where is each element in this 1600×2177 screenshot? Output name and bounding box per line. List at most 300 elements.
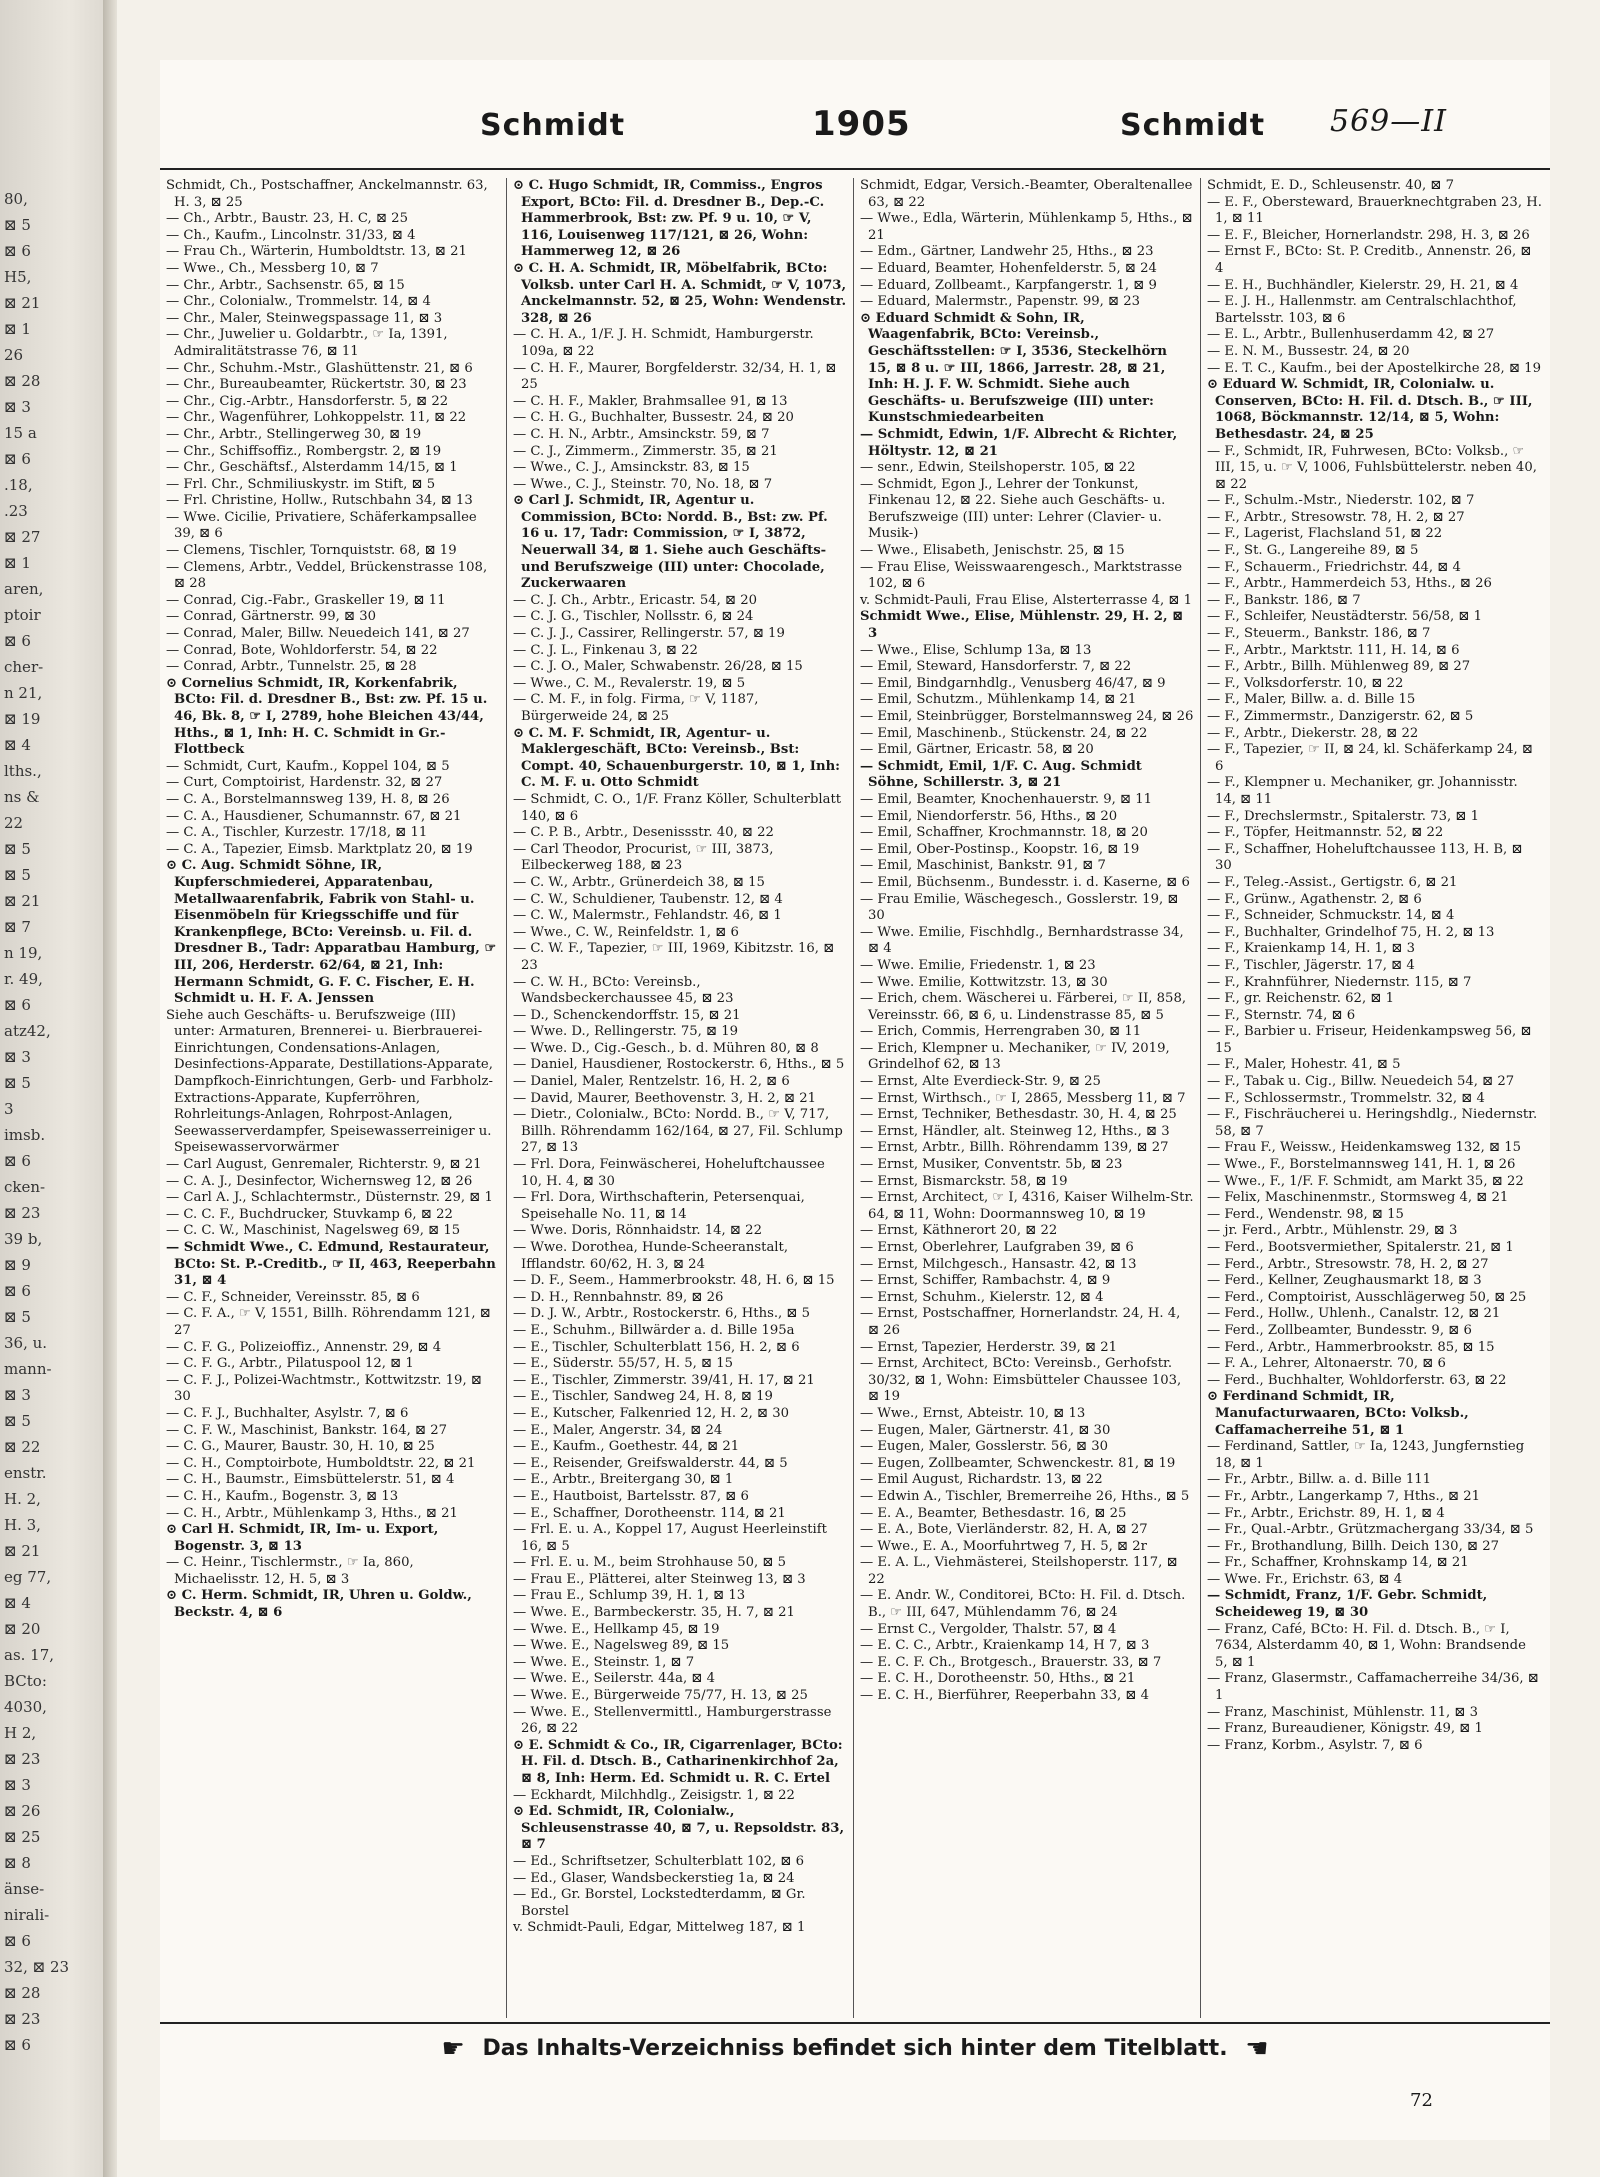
directory-entry: — Ernst, Bismarckstr. 58, ⊠ 19 [860, 1173, 1068, 1189]
directory-entry: — Eckhardt, Milchhdlg., Zeisigstr. 1, ⊠ 22 [513, 1787, 795, 1803]
directory-entry: — Schmidt, Franz, 1/F. Gebr. Schmidt, Scheideweg 19, ⊠ 30 [1207, 1588, 1488, 1621]
directory-entry: — C. F., Schneider, Vereinsstr. 85, ⊠ 6 [166, 1289, 420, 1305]
directory-entry: Schmidt, E. D., Schleusenstr. 40, ⊠ 7 [1207, 178, 1455, 193]
directory-column-1 [160, 178, 507, 2018]
directory-entry: — Ferd., Zollbeamter, Bundesstr. 9, ⊠ 6 [1207, 1322, 1472, 1338]
facing-page-margin [0, 0, 115, 2177]
margin-fragment: ⊠ 26 [4, 1802, 41, 1820]
header-rule [160, 168, 1550, 170]
directory-entry: — Fr., Arbtr., Langerkamp 7, Hths., ⊠ 21 [1207, 1488, 1481, 1504]
directory-entry: — F., Kraienkamp 14, H. 1, ⊠ 3 [1207, 941, 1416, 957]
directory-entry: — Conrad, Arbtr., Tunnelstr. 25, ⊠ 28 [166, 659, 417, 675]
directory-entry: — F., Sternstr. 74, ⊠ 6 [1207, 1007, 1356, 1023]
directory-entry: — Ernst C., Vergolder, Thalstr. 57, ⊠ 4 [860, 1621, 1117, 1637]
directory-entry: — Eugen, Maler, Gosslerstr. 56, ⊠ 30 [860, 1439, 1109, 1455]
directory-entry: — C. W. H., BCto: Vereinsb., Wandsbeckerchaussee 45, ⊠ 23 [513, 974, 734, 1007]
directory-entry: — Emil, Steinbrügger, Borstelmannsweg 24, ⊠ 26 [860, 709, 1194, 724]
directory-entry: — Conrad, Cig.-Fabr., Graskeller 19, ⊠ 11 [166, 592, 446, 608]
directory-entry: — F., Schulm.-Mstr., Niederstr. 102, ⊠ 7 [1207, 493, 1475, 509]
directory-entry: — Franz, Bureaudiener, Königstr. 49, ⊠ 1 [1207, 1721, 1483, 1737]
directory-entry: — F., Maler, Billw. a. d. Bille 15 [1207, 692, 1416, 708]
directory-entry: — Wwe. E., Hellkamp 45, ⊠ 19 [513, 1621, 720, 1637]
directory-entry: — E. L., Arbtr., Bullenhuserdamm 42, ⊠ 27 [1207, 327, 1495, 343]
directory-entry: Siehe auch Geschäfts- u. Berufszweige (III) unter: Armaturen, Brennerei- u. Bierbrauerei-Einrichtungen, Condensations-Anlagen, Desinfections-Apparate, Destillations-Apparate, Dampfkoch-Einrichtungen, Gerb- und Farbholz-Extractions-Apparate, Kupferröhren, Rohrleitungs-Anlagen, Rohrpost-Anlagen, Seewasserverdampfer, Speisewasserreiniger u. Speisewasservorwärmer [166, 1007, 493, 1156]
margin-fragment: ⊠ 3 [4, 398, 31, 416]
directory-entry: v. Schmidt-Pauli, Frau Elise, Alsterterrasse 4, ⊠ 1 [860, 592, 1193, 608]
directory-entry: — Ch., Arbtr., Baustr. 23, H. C, ⊠ 25 [166, 211, 408, 227]
margin-fragment: ⊠ 21 [4, 294, 41, 312]
directory-entry: ⊙ Eduard W. Schmidt, IR, Colonialw. u. Conserven, BCto: H. Fil. d. Dtsch. B., ☞ III, 1068, Böckmannstr. 12/14, ⊠ 5, Wohn: Bethesdastr. 24, ⊠ 25 [1207, 377, 1533, 442]
directory-entry: — D. H., Rennbahnstr. 89, ⊠ 26 [513, 1289, 724, 1305]
margin-fragment: ⊠ 27 [4, 528, 41, 546]
margin-fragment: 22 [4, 814, 24, 832]
directory-entry: — Erich, Klempner u. Mechaniker, ☞ IV, 2019, Grindelhof 62, ⊠ 13 [860, 1040, 1170, 1073]
directory-entry: — Chr., Wagenführer, Lohkoppelstr. 11, ⊠ 22 [166, 410, 467, 426]
directory-entry: — Ernst, Architect, ☞ I, 4316, Kaiser Wilhelm-Str. 64, ⊠ 11, Wohn: Doormannsweg 10, ⊠ 19 [860, 1190, 1194, 1222]
directory-entry: — Wwe. Emilie, Kottwitzstr. 13, ⊠ 30 [860, 974, 1108, 990]
directory-entry: — Conrad, Bote, Wohldorferstr. 54, ⊠ 22 [166, 642, 438, 658]
directory-entry: — Wwe., F., 1/F. F. Schmidt, am Markt 35, ⊠ 22 [1207, 1173, 1524, 1189]
margin-fragment: r. 49, [4, 970, 43, 988]
directory-entry: — Ernst, Arbtr., Billh. Röhrendamm 139, ⊠ 27 [860, 1140, 1169, 1156]
directory-entry: — F., Schneider, Schmuckstr. 14, ⊠ 4 [1207, 908, 1455, 924]
margin-fragment: H. 3, [4, 1516, 41, 1534]
directory-entry: — C. F. W., Maschinist, Bankstr. 164, ⊠ 27 [166, 1422, 447, 1438]
margin-fragment: ⊠ 19 [4, 710, 41, 728]
directory-entry: — Wwe. E., Nagelsweg 89, ⊠ 15 [513, 1638, 730, 1654]
directory-entry: — Wwe., Elise, Schlump 13a, ⊠ 13 [860, 642, 1092, 658]
directory-entry: — Emil, Büchsenm., Bundesstr. i. d. Kaserne, ⊠ 6 [860, 874, 1190, 890]
directory-entry: — Wwe. D., Rellingerstr. 75, ⊠ 19 [513, 1024, 739, 1040]
directory-entry: — F., Schlossermstr., Trommelstr. 32, ⊠ 4 [1207, 1090, 1485, 1106]
directory-entry: — Ernst, Schiffer, Rambachstr. 4, ⊠ 9 [860, 1273, 1111, 1289]
directory-entry: — F., Schaffner, Hoheluftchaussee 113, H. B, ⊠ 30 [1207, 841, 1523, 874]
directory-entry: — Frau E., Schlump 39, H. 1, ⊠ 13 [513, 1588, 746, 1604]
directory-entry: Schmidt, Edgar, Versich.-Beamter, Oberaltenallee 63, ⊠ 22 [860, 178, 1193, 210]
directory-entry: — F., Fischräucherei u. Heringshdlg., Niedernstr. 58, ⊠ 7 [1207, 1107, 1538, 1139]
directory-entry: — Ernst, Wirthsch., ☞ I, 2865, Messberg 11, ⊠ 7 [860, 1090, 1186, 1106]
directory-entry: — E., Hautboist, Bartelsstr. 87, ⊠ 6 [513, 1488, 749, 1504]
directory-entry: — Carl A. J., Schlachtermstr., Düsternstr. 29, ⊠ 1 [166, 1190, 493, 1206]
directory-entry: — F., Arbtr., Diekerstr. 28, ⊠ 22 [1207, 725, 1419, 741]
directory-entry: ⊙ E. Schmidt & Co., IR, Cigarrenlager, BCto: H. Fil. d. Dtsch. B., Catharinenkirchhof 2a, ⊠ 8, Inh: Herm. Ed. Schmidt u. R. C. Ertel [513, 1737, 843, 1786]
directory-entry: — Eduard, Malermstr., Papenstr. 99, ⊠ 23 [860, 294, 1140, 310]
directory-entry: — Frau F., Weissw., Heidenkamsweg 132, ⊠ 15 [1207, 1140, 1522, 1156]
directory-entry: — Schmidt, Emil, 1/F. C. Aug. Schmidt Söhne, Schillerstr. 3, ⊠ 21 [860, 758, 1142, 791]
directory-entry: — Chr., Juwelier u. Goldarbtr., ☞ Ia, 1391, Admiralitätstrasse 76, ⊠ 11 [166, 327, 448, 359]
margin-fragment: ⊠ 5 [4, 840, 31, 858]
directory-entry: — F. A., Lehrer, Altonaerstr. 70, ⊠ 6 [1207, 1356, 1446, 1372]
directory-entry: — Emil, Maschinist, Bankstr. 91, ⊠ 7 [860, 858, 1106, 874]
directory-entry: — E. J. H., Hallenmstr. am Centralschlachthof, Bartelsstr. 103, ⊠ 6 [1207, 294, 1517, 326]
book-gutter [103, 0, 117, 2177]
directory-entry: — C. G., Maurer, Baustr. 30, H. 10, ⊠ 25 [166, 1439, 435, 1455]
directory-entry: — E. N. M., Bussestr. 24, ⊠ 20 [1207, 343, 1410, 359]
directory-entry: — Emil, Maschinenb., Stückenstr. 24, ⊠ 22 [860, 725, 1148, 741]
directory-entry: — C. H., Arbtr., Mühlenkamp 3, Hths., ⊠ 21 [166, 1505, 458, 1521]
directory-entry: ⊙ Carl J. Schmidt, IR, Agentur u. Commission, BCto: Nordd. B., Bst: zw. Pf. 16 u. 17, Tadr: Commission, ☞ I, 3872, Neuerwall 34, ⊠ 1. Siehe auch Geschäfts- und Berufszweige (III) unter: Chocolade, Zuckerwaaren [513, 493, 828, 592]
directory-entry: — Chr., Schuhm.-Mstr., Glashüttenstr. 21, ⊠ 6 [166, 360, 473, 376]
margin-fragment: ⊠ 23 [4, 2010, 41, 2028]
directory-entry: — Wwe. E., Bürgerweide 75/77, H. 13, ⊠ 25 [513, 1688, 808, 1704]
directory-entry: — Felix, Maschinenmstr., Stormsweg 4, ⊠ 21 [1207, 1190, 1509, 1206]
directory-entry: — E., Tischler, Zimmerstr. 39/41, H. 17, ⊠ 21 [513, 1372, 815, 1388]
margin-fragment: ⊠ 6 [4, 996, 31, 1014]
directory-entry: — Wwe. Doris, Rönnhaidstr. 14, ⊠ 22 [513, 1223, 762, 1239]
margin-fragment: ⊠ 6 [4, 1152, 31, 1170]
directory-entry: — C. H. G., Buchhalter, Bussestr. 24, ⊠ 20 [513, 410, 794, 426]
directory-entry: — Wwe., Edla, Wärterin, Mühlenkamp 5, Hths., ⊠ 21 [860, 211, 1193, 243]
directory-entry: — Frl. Dora, Feinwäscherei, Hoheluftchaussee 10, H. 4, ⊠ 30 [513, 1157, 825, 1189]
directory-entry: — Franz, Glasermstr., Caffamacherreihe 34/36, ⊠ 1 [1207, 1671, 1539, 1704]
directory-entry: — C. F. G., Polizeioffiz., Annenstr. 29, ⊠ 4 [166, 1339, 442, 1355]
directory-entry: — C. A., Tischler, Kurzestr. 17/18, ⊠ 11 [166, 825, 428, 841]
margin-fragment: H5, [4, 268, 32, 286]
directory-entry: — Fr., Arbtr., Erichstr. 89, H. 1, ⊠ 4 [1207, 1505, 1445, 1521]
directory-entry: — Conrad, Maler, Billw. Neuedeich 141, ⊠ 27 [166, 626, 470, 642]
directory-entry: — Ernst, Architect, BCto: Vereinsb., Gerhofstr. 30/32, ⊠ 1, Wohn: Eimsbütteler Chaussee 103, ⊠ 19 [860, 1356, 1182, 1405]
pointing-hand-left-icon: ☚ [1245, 2034, 1269, 2064]
margin-fragment: ⊠ 3 [4, 1048, 31, 1066]
margin-fragment: H 2, [4, 1724, 37, 1742]
directory-entry: — David, Maurer, Beethovenstr. 3, H. 2, ⊠ 21 [513, 1090, 817, 1106]
directory-entry: — C. H. F., Makler, Brahmsallee 91, ⊠ 13 [513, 393, 788, 409]
directory-entry: — Emil, Gärtner, Ericastr. 58, ⊠ 20 [860, 742, 1094, 758]
directory-entry: — C. M. F., in folg. Firma, ☞ V, 1187, Bürgerweide 24, ⊠ 25 [513, 692, 759, 724]
directory-entry: — Chr., Geschäftsf., Alsterdamm 14/15, ⊠ 1 [166, 460, 458, 476]
directory-entry: — Ferd., Wendenstr. 98, ⊠ 15 [1207, 1206, 1404, 1222]
directory-entry: — Ed., Schriftsetzer, Schulterblatt 102, ⊠ 6 [513, 1853, 805, 1869]
directory-entry: — C. H., Baumstr., Eimsbüttelerstr. 51, ⊠ 4 [166, 1472, 455, 1488]
margin-fragment: cken- [4, 1178, 46, 1196]
margin-fragment: ⊠ 9 [4, 1256, 31, 1274]
margin-fragment: 3 [4, 1100, 14, 1118]
directory-entry: — Wwe. Emilie, Friedenstr. 1, ⊠ 23 [860, 957, 1096, 973]
directory-entry: — Daniel, Hausdiener, Rostockerstr. 6, Hths., ⊠ 5 [513, 1057, 845, 1073]
margin-fragment: ns & [4, 788, 40, 806]
directory-entry: — Daniel, Maler, Rentzelstr. 16, H. 2, ⊠ 6 [513, 1074, 790, 1090]
directory-entry: — Fr., Schaffner, Krohnskamp 14, ⊠ 21 [1207, 1555, 1469, 1571]
directory-entry: — C. J. J., Cassirer, Rellingerstr. 57, ⊠ 19 [513, 626, 785, 642]
directory-entry: — Wwe., C. M., Revalerstr. 19, ⊠ 5 [513, 675, 746, 691]
directory-entry: — Chr., Arbtr., Sachsenstr. 65, ⊠ 15 [166, 277, 405, 293]
directory-entry: — E. C. C., Arbtr., Kraienkamp 14, H 7, ⊠ 3 [860, 1638, 1150, 1654]
margin-fragment: ⊠ 23 [4, 1750, 41, 1768]
directory-page [160, 60, 1550, 2140]
directory-entry: — E. Andr. W., Conditorei, BCto: H. Fil. d. Dtsch. B., ☞ III, 647, Mühlendamm 76, ⊠ 24 [860, 1588, 1186, 1621]
margin-fragment: ⊠ 1 [4, 554, 31, 572]
directory-entry: — Ernst, Milchgesch., Hansastr. 42, ⊠ 13 [860, 1256, 1137, 1272]
directory-entry: — F., Zimmermstr., Danzigerstr. 62, ⊠ 5 [1207, 709, 1474, 724]
directory-entry: — Curt, Comptoirist, Hardenstr. 32, ⊠ 27 [166, 775, 443, 791]
margin-fragment: ⊠ 1 [4, 320, 31, 338]
directory-entry: ⊙ Ed. Schmidt, IR, Colonialw., Schleusenstrasse 40, ⊠ 7, u. Repsoldstr. 83, ⊠ 7 [513, 1804, 845, 1853]
directory-entry: — Emil, Niendorferstr. 56, Hths., ⊠ 20 [860, 808, 1118, 824]
margin-fragment: ⊠ 22 [4, 1438, 41, 1456]
directory-entry: — Schmidt, Edwin, 1/F. Albrecht & Richter, Höltystr. 12, ⊠ 21 [860, 426, 1178, 459]
footer-rule [160, 2022, 1550, 2024]
header-page-number: 569—II [1330, 104, 1447, 139]
margin-fragment: aren, [4, 580, 44, 598]
directory-entry: — Ferd., Kellner, Zeughausmarkt 18, ⊠ 3 [1207, 1273, 1482, 1289]
directory-entry: — Ferd., Buchhalter, Wohldorferstr. 63, ⊠ 22 [1207, 1372, 1507, 1388]
directory-entry: — C. J., Zimmerm., Zimmerstr. 35, ⊠ 21 [513, 443, 778, 459]
margin-fragment: lths., [4, 762, 42, 780]
directory-entry: — Clemens, Tischler, Tornquiststr. 68, ⊠ 19 [166, 543, 457, 559]
directory-entry: — Edm., Gärtner, Landwehr 25, Hths., ⊠ 23 [860, 244, 1154, 260]
directory-entry: — E. H., Buchhändler, Kielerstr. 29, H. 21, ⊠ 4 [1207, 277, 1519, 293]
directory-entry: — E., Arbtr., Breitergang 30, ⊠ 1 [513, 1472, 734, 1488]
directory-entry: — Eugen, Maler, Gärtnerstr. 41, ⊠ 30 [860, 1422, 1111, 1438]
directory-entry: — F., Drechslermstr., Spitalerstr. 73, ⊠ 1 [1207, 808, 1479, 824]
directory-entry: — C. A., Borstelmannsweg 139, H. 8, ⊠ 26 [166, 791, 450, 807]
directory-entry: — Wwe. E., Seilerstr. 44a, ⊠ 4 [513, 1671, 715, 1687]
margin-fragment: 80, [4, 190, 28, 208]
directory-entry: — C. W., Arbtr., Grünerdeich 38, ⊠ 15 [513, 874, 765, 890]
directory-entry: — Chr., Bureaubeamter, Rückertstr. 30, ⊠ 23 [166, 377, 467, 393]
directory-entry: — Ernst, Alte Everdieck-Str. 9, ⊠ 25 [860, 1074, 1101, 1090]
directory-entry: — F., Maler, Hohestr. 41, ⊠ 5 [1207, 1057, 1401, 1073]
directory-entry: — Eugen, Zollbeamter, Schwenckestr. 81, ⊠ 19 [860, 1455, 1176, 1471]
directory-column-2 [507, 178, 854, 2018]
directory-entry: v. Schmidt-Pauli, Edgar, Mittelweg 187, ⊠ 1 [513, 1920, 806, 1936]
directory-entry: — D., Schenckendorffstr. 15, ⊠ 21 [513, 1007, 741, 1023]
directory-entry: — Frau E., Plätterei, alter Steinweg 13, ⊠ 3 [513, 1571, 806, 1587]
directory-entry: — Emil August, Richardstr. 13, ⊠ 22 [860, 1472, 1103, 1488]
directory-entry: — C. C. F., Buchdrucker, Stuvkamp 6, ⊠ 22 [166, 1206, 453, 1222]
directory-entry: — C. F. J., Buchhalter, Asylstr. 7, ⊠ 6 [166, 1405, 409, 1421]
directory-entry: — Frau Emilie, Wäschegesch., Gosslerstr. 19, ⊠ 30 [860, 891, 1179, 924]
margin-fragment: n 21, [4, 684, 43, 702]
directory-entry: — Ferd., Bootsvermiether, Spitalerstr. 21, ⊠ 1 [1207, 1240, 1514, 1255]
directory-entry: — Ed., Gr. Borstel, Lockstedterdamm, ⊠ Gr. Borstel [513, 1887, 806, 1919]
directory-entry: — Ferdinand, Sattler, ☞ Ia, 1243, Jungfernstieg 18, ⊠ 1 [1207, 1439, 1525, 1471]
margin-fragment: 15 a [4, 424, 37, 442]
directory-entry: — D. F., Seem., Hammerbrookstr. 48, H. 6, ⊠ 15 [513, 1273, 835, 1289]
directory-entry: — C. Heinr., Tischlermstr., ☞ Ia, 860, Michaelisstr. 12, H. 5, ⊠ 3 [166, 1555, 414, 1587]
directory-entry: — C. J. O., Maler, Schwabenstr. 26/28, ⊠ 15 [513, 659, 803, 675]
page-header [160, 100, 1550, 150]
margin-fragment: ⊠ 4 [4, 1594, 31, 1612]
directory-entry: ⊙ Ferdinand Schmidt, IR, Manufacturwaaren, BCto: Volksb., Caffamacherreihe 51, ⊠ 1 [1207, 1389, 1469, 1438]
directory-entry: — Wwe. E., Stellenvermittl., Hamburgerstrasse 26, ⊠ 22 [513, 1704, 832, 1737]
margin-fragment: ⊠ 3 [4, 1386, 31, 1404]
directory-entry: — Schmidt Wwe., C. Edmund, Restaurateur, BCto: St. P.-Creditb., ☞ II, 463, Reeperbahn 31, ⊠ 4 [166, 1240, 496, 1289]
directory-entry: — Eduard, Zollbeamt., Karpfangerstr. 1, ⊠ 9 [860, 277, 1157, 293]
directory-entry: — C. W. F., Tapezier, ☞ III, 1969, Kibitzstr. 16, ⊠ 23 [513, 941, 835, 973]
margin-fragment: ⊠ 4 [4, 736, 31, 754]
directory-entry: — F., Klempner u. Mechaniker, gr. Johannisstr. 14, ⊠ 11 [1207, 775, 1518, 807]
directory-entry: ⊙ C. M. F. Schmidt, IR, Agentur- u. Maklergeschäft, BCto: Vereinsb., Bst: Compt. 40, Schauenburgerstr. 10, ⊠ 1, Inh: C. M. F. u. Otto Schmidt [513, 725, 841, 791]
directory-entry: — Schmidt, C. O., 1/F. Franz Köller, Schulterblatt 140, ⊠ 6 [513, 791, 842, 824]
directory-entry: — Wwe., E. A., Moorfuhrtweg 7, H. 5, ⊠ 2r [860, 1538, 1147, 1554]
directory-entry: — C. W., Schuldiener, Taubenstr. 12, ⊠ 4 [513, 891, 783, 907]
directory-entry: — Frl. Dora, Wirthschafterin, Petersenquai, Speisehalle No. 11, ⊠ 14 [513, 1190, 805, 1222]
margin-fragment: ⊠ 5 [4, 216, 31, 234]
directory-entry: — E. A. L., Viehmästerei, Steilshoperstr. 117, ⊠ 22 [860, 1555, 1178, 1587]
margin-fragment: ⊠ 5 [4, 1074, 31, 1092]
margin-fragment: nirali- [4, 1906, 50, 1924]
directory-entry: — E., Tischler, Schulterblatt 156, H. 2, ⊠ 6 [513, 1339, 800, 1355]
directory-entry: — Clemens, Arbtr., Veddel, Brückenstrasse 108, ⊠ 28 [166, 559, 488, 592]
directory-entry: — E. T. C., Kaufm., bei der Apostelkirche 28, ⊠ 19 [1207, 360, 1541, 376]
directory-entry: — jr. Ferd., Arbtr., Mühlenstr. 29, ⊠ 3 [1207, 1223, 1458, 1239]
directory-entry: — Ernst, Tapezier, Herderstr. 39, ⊠ 21 [860, 1339, 1117, 1355]
margin-fragment: eg 77, [4, 1568, 52, 1586]
directory-entry: — Wwe. E., Steinstr. 1, ⊠ 7 [513, 1654, 695, 1670]
directory-entry: — F., Arbtr., Hammerdeich 53, Hths., ⊠ 26 [1207, 576, 1492, 592]
directory-entry: — Wwe., C. J., Steinstr. 70, No. 18, ⊠ 7 [513, 476, 773, 492]
directory-entry: — E., Reisender, Greifswalderstr. 44, ⊠ 5 [513, 1455, 788, 1471]
directory-entry: — F., Krahnführer, Niedernstr. 115, ⊠ 7 [1207, 974, 1472, 990]
directory-entry: — Fr., Arbtr., Billw. a. d. Bille 111 [1207, 1472, 1431, 1488]
directory-entry: — Chr., Arbtr., Stellingerweg 30, ⊠ 19 [166, 426, 422, 442]
directory-entry: — Emil, Schutzm., Mühlenkamp 14, ⊠ 21 [860, 692, 1137, 708]
directory-entry: — Frl. Christine, Hollw., Rutschbahn 34, ⊠ 13 [166, 493, 473, 509]
directory-entry: — Carl August, Genremaler, Richterstr. 9, ⊠ 21 [166, 1157, 482, 1173]
directory-entry: — Edwin A., Tischler, Bremerreihe 26, Hths., ⊠ 5 [860, 1488, 1190, 1504]
directory-entry: — C. A., Hausdiener, Schumannstr. 67, ⊠ 21 [166, 808, 462, 824]
directory-entry: — C. A., Tapezier, Eimsb. Marktplatz 20, ⊠ 19 [166, 841, 473, 857]
margin-fragment: as. 17, [4, 1646, 55, 1664]
header-right-title: Schmidt [1120, 108, 1266, 143]
margin-fragment: ⊠ 21 [4, 1542, 41, 1560]
directory-entry: — Emil, Schaffner, Krochmannstr. 18, ⊠ 20 [860, 825, 1148, 841]
directory-entry: — Ernst, Musiker, Conventstr. 5b, ⊠ 23 [860, 1157, 1123, 1173]
margin-fragment: 32, ⊠ 23 [4, 1958, 70, 1976]
directory-entry: — Wwe., C. W., Reinfeldstr. 1, ⊠ 6 [513, 924, 739, 940]
margin-fragment: ⊠ 6 [4, 1932, 31, 1950]
margin-fragment: ⊠ 25 [4, 1828, 41, 1846]
directory-entry: — F., St. G., Langereihe 89, ⊠ 5 [1207, 543, 1419, 559]
directory-entry: ⊙ Carl H. Schmidt, IR, Im- u. Export, Bogenstr. 3, ⊠ 13 [166, 1522, 439, 1554]
directory-entry: — Ernst, Postschaffner, Hornerlandstr. 24, H. 4, ⊠ 26 [860, 1306, 1181, 1338]
directory-entry: — E., Süderstr. 55/57, H. 5, ⊠ 15 [513, 1356, 734, 1372]
directory-entry: — C. C. W., Maschinist, Nagelsweg 69, ⊠ 15 [166, 1223, 461, 1239]
directory-entry: ⊙ C. Herm. Schmidt, IR, Uhren u. Goldw., Beckstr. 4, ⊠ 6 [166, 1588, 472, 1621]
margin-fragment: imsb. [4, 1126, 46, 1144]
directory-entry: — Fr., Brothandlung, Billh. Deich 130, ⊠ 27 [1207, 1538, 1499, 1554]
directory-entry: — Fr., Qual.-Arbtr., Grützmachergang 33/34, ⊠ 5 [1207, 1522, 1534, 1538]
directory-entry: — F., Grünw., Agathenstr. 2, ⊠ 6 [1207, 891, 1422, 907]
directory-entry: — F., Steuerm., Bankstr. 186, ⊠ 7 [1207, 626, 1431, 642]
directory-entry: — Ernst, Schuhm., Kielerstr. 12, ⊠ 4 [860, 1289, 1104, 1305]
directory-entry: — C. A. J., Desinfector, Wichernsweg 12, ⊠ 26 [166, 1173, 473, 1189]
margin-fragment: ptoir [4, 606, 41, 624]
pointing-hand-right-icon: ☛ [441, 2034, 465, 2064]
margin-fragment: .23 [4, 502, 28, 520]
directory-entry: — Wwe. E., Barmbeckerstr. 35, H. 7, ⊠ 21 [513, 1605, 795, 1621]
directory-entry: — F., Buchhalter, Grindelhof 75, H. 2, ⊠ 13 [1207, 924, 1495, 940]
directory-entry: — C. P. B., Arbtr., Desenissstr. 40, ⊠ 22 [513, 825, 774, 841]
directory-entry: — Ernst, Oberlehrer, Laufgraben 39, ⊠ 6 [860, 1240, 1134, 1255]
directory-entry: — C. H. N., Arbtr., Amsinckstr. 59, ⊠ 7 [513, 426, 770, 442]
directory-entry: — Eduard, Beamter, Hohenfelderstr. 5, ⊠ 24 [860, 260, 1157, 276]
directory-entry: — Wwe., Ch., Messberg 10, ⊠ 7 [166, 260, 379, 276]
directory-entry: ⊙ C. Hugo Schmidt, IR, Commiss., Engros Export, BCto: Fil. d. Dresdner B., Dep.-C. Hammerbrook, Bst: zw. Pf. 9 u. 10, ☞ V, 116, Louisenweg 117/121, ⊠ 26, Wohn: Hammerweg 12, ⊠ 26 [513, 178, 825, 260]
directory-entry: — Carl Theodor, Procurist, ☞ III, 3873, Eilbeckerweg 188, ⊠ 23 [513, 841, 774, 874]
margin-fragment: ⊠ 20 [4, 1620, 41, 1638]
directory-entry: — E. F., Bleicher, Hornerlandstr. 298, H. 3, ⊠ 26 [1207, 227, 1530, 243]
directory-entry: — Wwe. Cicilie, Privatiere, Schäferkampsallee 39, ⊠ 6 [166, 509, 477, 542]
directory-entry: — E., Tischler, Sandweg 24, H. 8, ⊠ 19 [513, 1389, 773, 1405]
directory-entry: — Erich, chem. Wäscherei u. Färberei, ☞ II, 858, Vereinsstr. 66, ⊠ 6, u. Lindenstrasse 85, ⊠ 5 [860, 991, 1187, 1023]
directory-entry: — Chr., Colonialw., Trommelstr. 14, ⊠ 4 [166, 294, 431, 310]
directory-entry: ⊙ C. H. A. Schmidt, IR, Möbelfabrik, BCto: Volksb. unter Carl H. A. Schmidt, ☞ V, 1073, Anckelmannstr. 52, ⊠ 25, Wohn: Wendenstr. 328, ⊠ 26 [513, 260, 847, 326]
margin-fragment: ⊠ 6 [4, 632, 31, 650]
margin-fragment: ⊠ 6 [4, 242, 31, 260]
directory-entry: — F., Arbtr., Stresowstr. 78, H. 2, ⊠ 27 [1207, 509, 1465, 525]
directory-entry: — Wwe., Elisabeth, Jenischstr. 25, ⊠ 15 [860, 543, 1125, 559]
margin-fragment: 39 b, [4, 1230, 43, 1248]
directory-entry: — Wwe. D., Cig.-Gesch., b. d. Mühren 80, ⊠ 8 [513, 1040, 819, 1056]
margin-fragment: ⊠ 28 [4, 1984, 41, 2002]
directory-entry: — C. H., Kaufm., Bogenstr. 3, ⊠ 13 [166, 1488, 399, 1504]
directory-entry: — Franz, Café, BCto: H. Fil. d. Dtsch. B., ☞ I, 7634, Alsterdamm 40, ⊠ 1, Wohn: Brandsende 5, ⊠ 1 [1207, 1621, 1526, 1670]
sheet-number: 72 [1410, 2090, 1433, 2111]
margin-fragment: H. 2, [4, 1490, 41, 1508]
directory-entry: — C. J. L., Finkenau 3, ⊠ 22 [513, 642, 698, 658]
directory-entry: — Emil, Bindgarnhdlg., Venusberg 46/47, ⊠ 9 [860, 675, 1166, 691]
directory-entry: — C. H. A., 1/F. J. H. Schmidt, Hamburgerstr. 109a, ⊠ 22 [513, 327, 814, 359]
margin-fragment: 26 [4, 346, 24, 364]
directory-entry: — C. W., Malermstr., Fehlandstr. 46, ⊠ 1 [513, 908, 782, 924]
margin-fragment: ⊠ 5 [4, 1308, 31, 1326]
directory-entry: — F., Arbtr., Marktstr. 111, H. 14, ⊠ 6 [1207, 642, 1460, 658]
directory-entry: — E. C. F. Ch., Brotgesch., Brauerstr. 33, ⊠ 7 [860, 1654, 1162, 1670]
directory-entry: — Ferd., Comptoirist, Ausschlägerweg 50, ⊠ 25 [1207, 1289, 1527, 1305]
directory-entry: — Franz, Maschinist, Mühlenstr. 11, ⊠ 3 [1207, 1704, 1479, 1720]
header-year: 1905 [812, 104, 911, 144]
directory-entry: — Ernst, Händler, alt. Steinweg 12, Hths., ⊠ 3 [860, 1123, 1170, 1139]
directory-entry: — E. F., Obersteward, Brauerknechtgraben 23, H. 1, ⊠ 11 [1207, 194, 1542, 227]
directory-entry: — E., Kutscher, Falkenried 12, H. 2, ⊠ 30 [513, 1405, 790, 1421]
directory-entry: — E. A., Bote, Vierländerstr. 82, H. A, ⊠ 27 [860, 1522, 1148, 1538]
directory-entry: — E. C. H., Bierführer, Reeperbahn 33, ⊠ 4 [860, 1688, 1150, 1704]
directory-entry: — F., Teleg.-Assist., Gertigstr. 6, ⊠ 21 [1207, 874, 1458, 890]
directory-entry: — Schmidt, Curt, Kaufm., Koppel 104, ⊠ 5 [166, 758, 450, 774]
margin-fragment: ⊠ 6 [4, 2036, 31, 2054]
directory-entry: — E., Maler, Angerstr. 34, ⊠ 24 [513, 1422, 723, 1438]
directory-entry: — E. C. H., Dorotheenstr. 50, Hths., ⊠ 21 [860, 1671, 1136, 1687]
directory-entry: — Frl. Chr., Schmiliuskystr. im Stift, ⊠ 5 [166, 476, 436, 492]
directory-entry: — C. F. A., ☞ V, 1551, Billh. Röhrendamm 121, ⊠ 27 [166, 1306, 491, 1338]
directory-entry: — D. J. W., Arbtr., Rostockerstr. 6, Hths., ⊠ 5 [513, 1306, 811, 1322]
margin-fragment: 4030, [4, 1698, 47, 1716]
margin-fragment: n 19, [4, 944, 43, 962]
margin-fragment: ⊠ 6 [4, 450, 31, 468]
directory-entry: — Wwe., F., Borstelmannsweg 141, H. 1, ⊠ 26 [1207, 1157, 1516, 1173]
directory-entry: ⊙ Cornelius Schmidt, IR, Korkenfabrik, BCto: Fil. d. Dresdner B., Bst: zw. Pf. 15 u. 46, Bk. 8, ☞ I, 2789, hohe Bleichen 43/44, Hths., ⊠ 1, Inh: H. C. Schmidt in Gr.-Flottbeck [166, 675, 488, 758]
margin-fragment: ⊠ 5 [4, 866, 31, 884]
directory-entry: — Emil, Beamter, Knochenhauerstr. 9, ⊠ 11 [860, 791, 1153, 807]
footer-note-text: Das Inhalts-Verzeichniss befindet sich hinter dem Titelblatt. [482, 2036, 1228, 2061]
directory-entry: — Frl. E. u. M., beim Strohhause 50, ⊠ 5 [513, 1555, 787, 1571]
directory-entry: — F., Volksdorferstr. 10, ⊠ 22 [1207, 675, 1404, 691]
margin-fragment: BCto: [4, 1672, 47, 1690]
directory-entry: — E., Schaffner, Dorotheenstr. 114, ⊠ 21 [513, 1505, 786, 1521]
directory-entry: — Chr., Cig.-Arbtr., Hansdorferstr. 5, ⊠ 22 [166, 393, 449, 409]
directory-entry: — Ernst, Käthnerort 20, ⊠ 22 [860, 1223, 1058, 1239]
directory-entry: — F., Schauerm., Friedrichstr. 44, ⊠ 4 [1207, 559, 1461, 575]
directory-entry: — Ernst, Techniker, Bethesdastr. 30, H. 4, ⊠ 25 [860, 1107, 1177, 1123]
directory-entry: — Franz, Korbm., Asylstr. 7, ⊠ 6 [1207, 1737, 1423, 1753]
directory-entry: — Wwe., Ernst, Abteistr. 10, ⊠ 13 [860, 1405, 1086, 1421]
directory-entry: — F., Schmidt, IR, Fuhrwesen, BCto: Volksb., ☞ III, 15, u. ☞ V, 1006, Fuhlsbüttelerstr. neben 40, ⊠ 22 [1207, 443, 1537, 492]
margin-fragment: ⊠ 6 [4, 1282, 31, 1300]
directory-entry: ⊙ Eduard Schmidt & Sohn, IR, Waagenfabrik, BCto: Vereinsb., Geschäftsstellen: ☞ I, 3536, Steckelhörn 15, ⊠ 8 u. ☞ III, 1866, Jarrestr. 28, ⊠ 21, Inh: H. J. F. W. Schmidt. Siehe auch Geschäfts- u. Berufszweige (III) unter: Kunstschmiedearbeiten [860, 310, 1167, 426]
directory-entry: — C. H. F., Maurer, Borgfelderstr. 32/34, H. 1, ⊠ 25 [513, 360, 837, 393]
